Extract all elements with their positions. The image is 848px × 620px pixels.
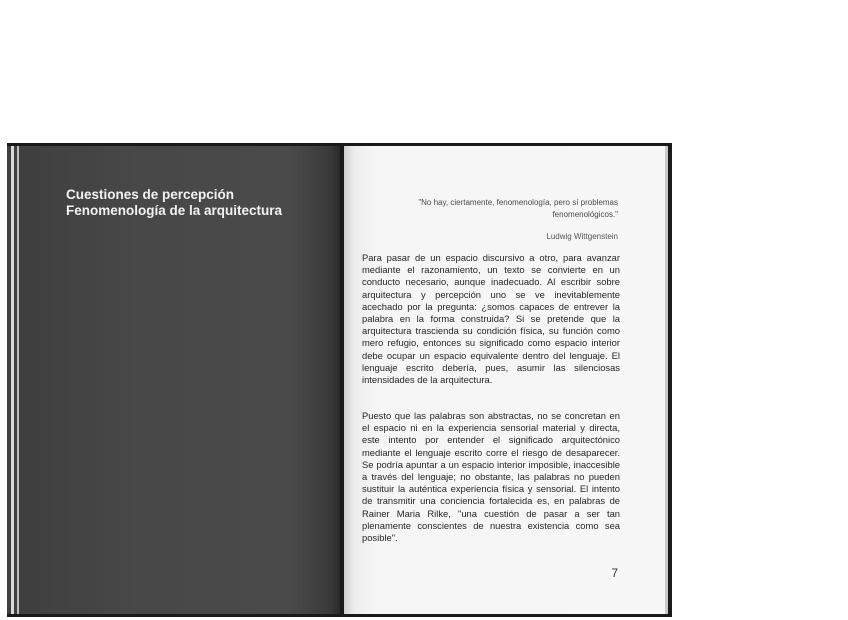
- page-edge-highlight-inner: [17, 146, 19, 614]
- chapter-title-line-2: Fenomenología de la arquitectura: [66, 203, 283, 218]
- page-number: 7: [611, 566, 618, 580]
- epigraph-quote: "No hay, ciertamente, fenomenología, pero sí problemas fenomenológicos.": [418, 198, 618, 219]
- chapter-title: [66, 187, 326, 219]
- epigraph-author: Ludwig Wittgenstein: [546, 232, 618, 241]
- right-page-edge: [665, 146, 668, 614]
- body-paragraph-2: Puesto que las palabras son abstractas, no se concretan en el espacio ni en la experiencia sensorial material y directa, este intento por entender el significado arquitectónico mediante el lenguaje escrito corre el riesgo de desaparecer. Se podría apuntar a un espacio interior imposible, inaccesible a través del lenguaje; no obstante, las palabras no pueden sustituir la auténtica experiencia física y sensorial. El intento de transmitir una conciencia fortalecida es, en palabras de Rainer Maria Rilke, "una cuestión de pasar a ser tan plenamente conscientes de nuestra existencia como sea posible".: [362, 410, 620, 544]
- body-paragraph-1: Para pasar de un espacio discursivo a otro, para avanzar mediante el razonamiento, un texto se convierte en un conducto necesario, aunque inadecuado. Al escribir sobre arquitectura y percepción uno se ve inevitablemente acechado por la pregunta: ¿somos capaces de entrever la palabra en la forma construida? Si se pretende que la arquitectura trascienda su condición física, su función como mero refugio, entonces su significado como espacio interior debe ocupar un espacio equivalente dentro del lenguaje. El lenguaje escrito debería, pues, asumir las silenciosas intensidades de la arquitectura.: [362, 252, 620, 386]
- page-edge-highlight: [11, 146, 14, 614]
- chapter-title-line-1: Cuestiones de percepción: [66, 187, 235, 202]
